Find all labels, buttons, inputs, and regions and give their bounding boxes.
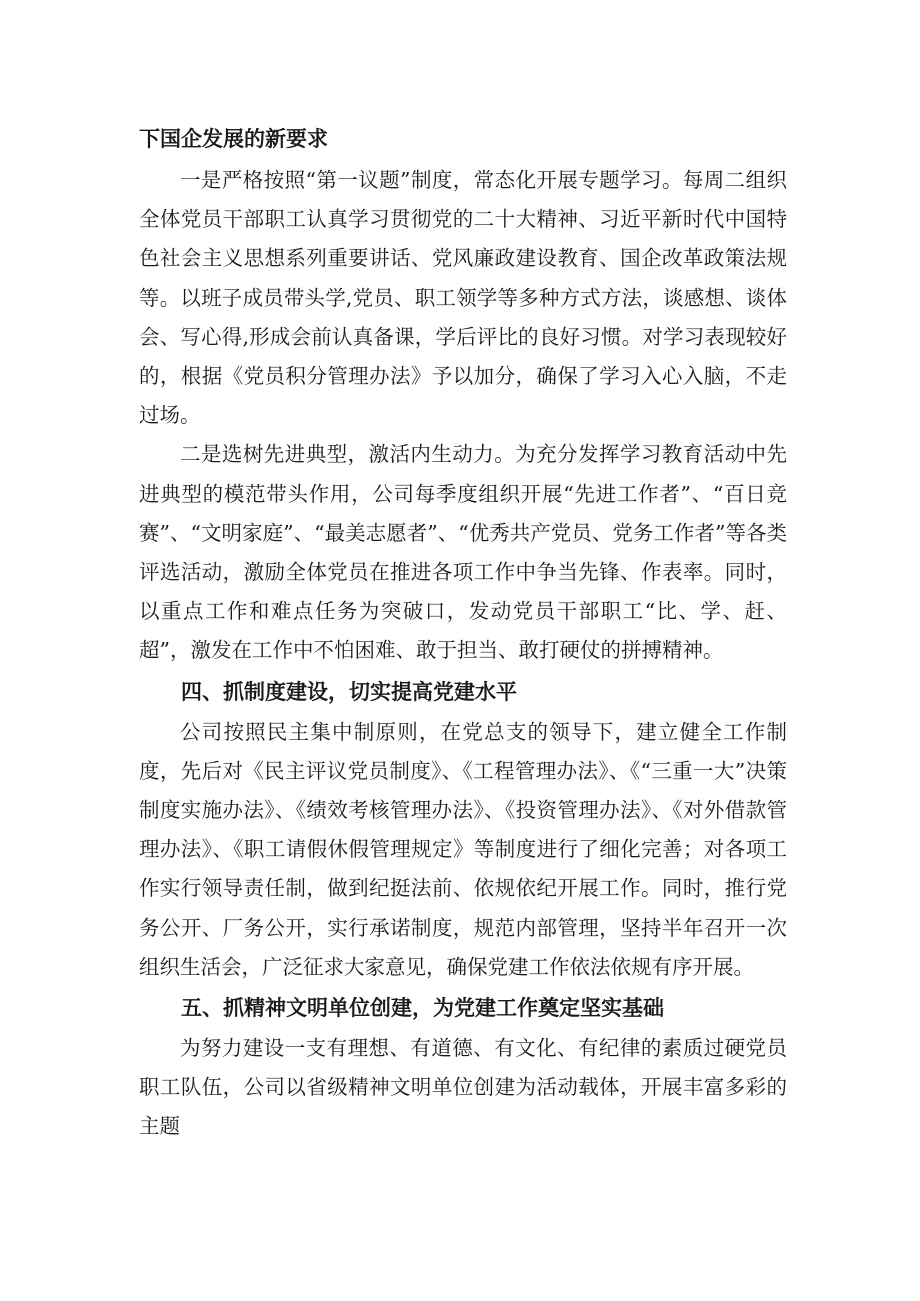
paragraph-section-4: 公司按照民主集中制原则，在党总支的领导下，建立健全工作制度，先后对《民主评议党员制度》、《工程管理办法》、《“三重一大”决策制度实施办法》、《绩效考核管理办法》、《投资管理办法》、《对外借款管理办法》、《职工请假休假管理规定》等制度进行了细化完善；对各项工作实行领导责任制，做到纪挺法前、依规依纪开展工作。同时，推行党务公开、厂务公开，实行承诺制度，规范内部管理，坚持半年召开一次组织生活会，广泛征求大家意见，确保党建工作依法依规有序开展。 xyxy=(139,719,787,979)
paragraph-advanced-models: 二是选树先进典型，激活内生动力。为充分发挥学习教育活动中先进典型的模范带头作用，公司每季度组织开展“先进工作者”、“百日竞赛”、“文明家庭”、“最美志愿者”、“优秀共产党员、党务工作者”等各类评选活动，激励全体党员在推进各项工作中争当先锋、作表率。同时，以重点工作和难点任务为突破口，发动党员干部职工“比、学、赶、超”，激发在工作中不怕困难、敢于担当、敢打硬仗的拼搏精神。 xyxy=(139,442,787,663)
section-heading-4: 四、抓制度建设，切实提高党建水平 xyxy=(181,679,517,704)
section-heading-5: 五、抓精神文明单位创建，为党建工作奠定坚实基础 xyxy=(181,996,664,1021)
paragraph-first-agenda: 一是严格按照“第一议题”制度，常态化开展专题学习。每周二组织全体党员干部职工认真学习贯彻党的二十大精神、习近平新时代中国特色社会主义思想系列重要讲话、党风廉政建设教育、国企改革政策法规等。以班子成员带头学,党员、职工领学等多种方式方法，谈感想、谈体会、写心得,形成会前认真备课，学后评比的良好习惯。对学习表现较好的，根据《党员积分管理办法》予以加分，确保了学习入心入脑，不走过场。 xyxy=(139,168,787,428)
paragraph-section-5: 为努力建设一支有理想、有道德、有文化、有纪律的素质过硬党员职工队伍，公司以省级精神文明单位创建为活动载体，开展丰富多彩的主题 xyxy=(139,1036,787,1139)
section-heading-continued: 下国企发展的新要求 xyxy=(139,127,328,151)
document-body xyxy=(139,118,787,1147)
